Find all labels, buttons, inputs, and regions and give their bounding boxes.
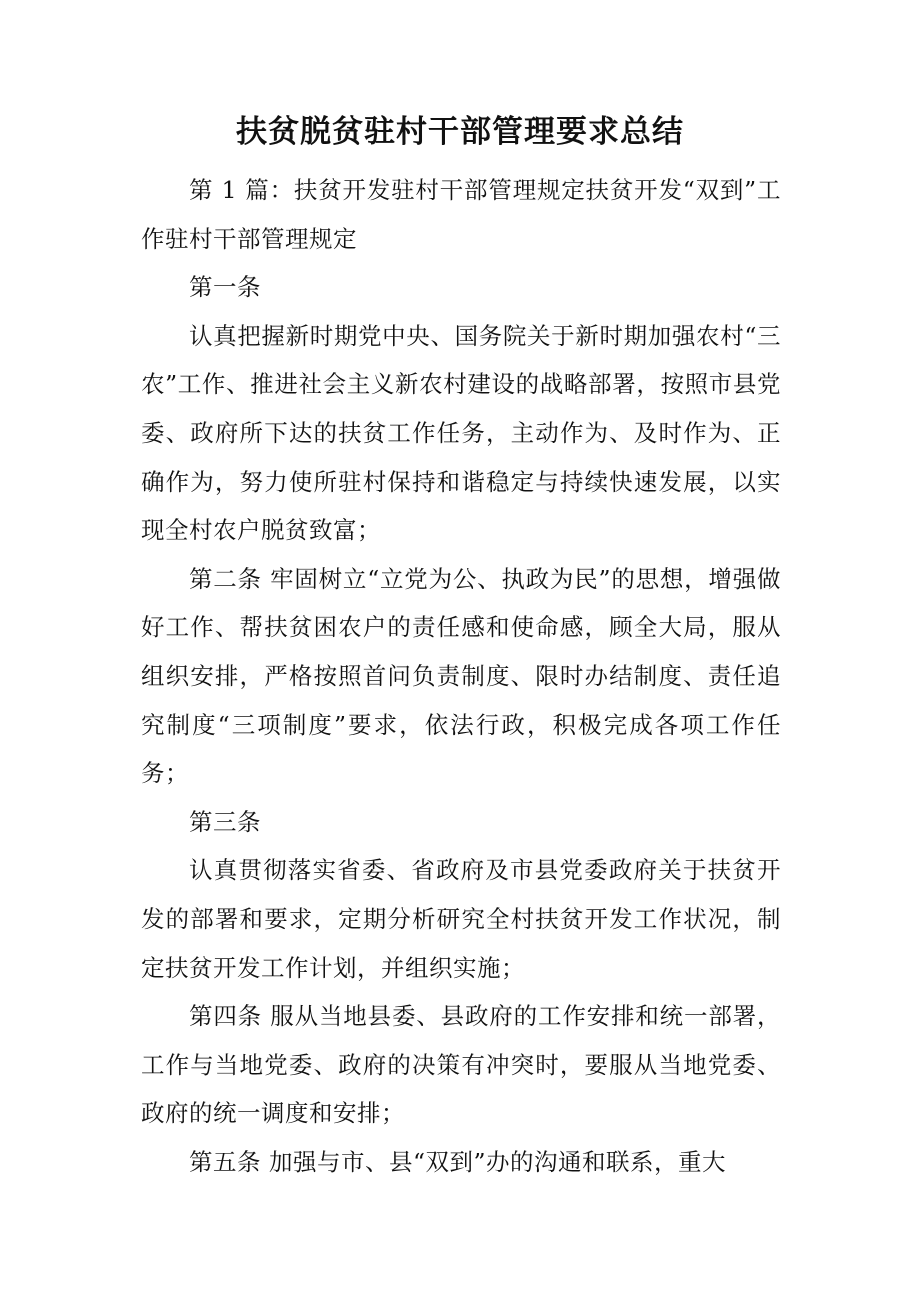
document-body bbox=[141, 166, 781, 1186]
paragraph-article-five: 第五条 加强与市、县“双到”办的沟通和联系，重大 bbox=[189, 1147, 726, 1176]
paragraph-article-three-label: 第三条 bbox=[189, 807, 261, 836]
paragraph-article-three-text: 认真贯彻落实省委、省政府及市县党委政府关于扶贫开发的部署和要求，定期分析研究全村扶贫开发工作状况，制定扶贫开发工作计划，并组织实施； bbox=[141, 856, 781, 982]
paragraph-article-one-label: 第一条 bbox=[189, 273, 261, 302]
paragraph-article-four: 第四条 服从当地县委、县政府的工作安排和统一部署，工作与当地党委、政府的决策有冲突时，要服从当地党委、政府的统一调度和安排； bbox=[141, 1002, 781, 1128]
paragraph-article-two: 第二条 牢固树立“立党为公、执政为民”的思想，增强做好工作、帮扶贫困农户的责任感和使命感，顾全大局，服从组织安排，严格按照首问负责制度、限时办结制度、责任追究制度“三项制度”要求，依法行政，积极完成各项工作任务； bbox=[141, 564, 781, 788]
paragraph-article-one-text: 认真把握新时期党中央、国务院关于新时期加强农村“三农”工作、推进社会主义新农村建设的战略部署，按照市县党委、政府所下达的扶贫工作任务，主动作为、及时作为、正确作为，努力使所驻村保持和谐稳定与持续快速发展，以实现全村农户脱贫致富； bbox=[141, 321, 781, 545]
paragraph-article-1-heading: 第 1 篇：扶贫开发驻村干部管理规定扶贫开发“双到”工作驻村干部管理规定 bbox=[141, 176, 781, 253]
document-title: 扶贫脱贫驻村干部管理要求总结 bbox=[236, 114, 684, 150]
